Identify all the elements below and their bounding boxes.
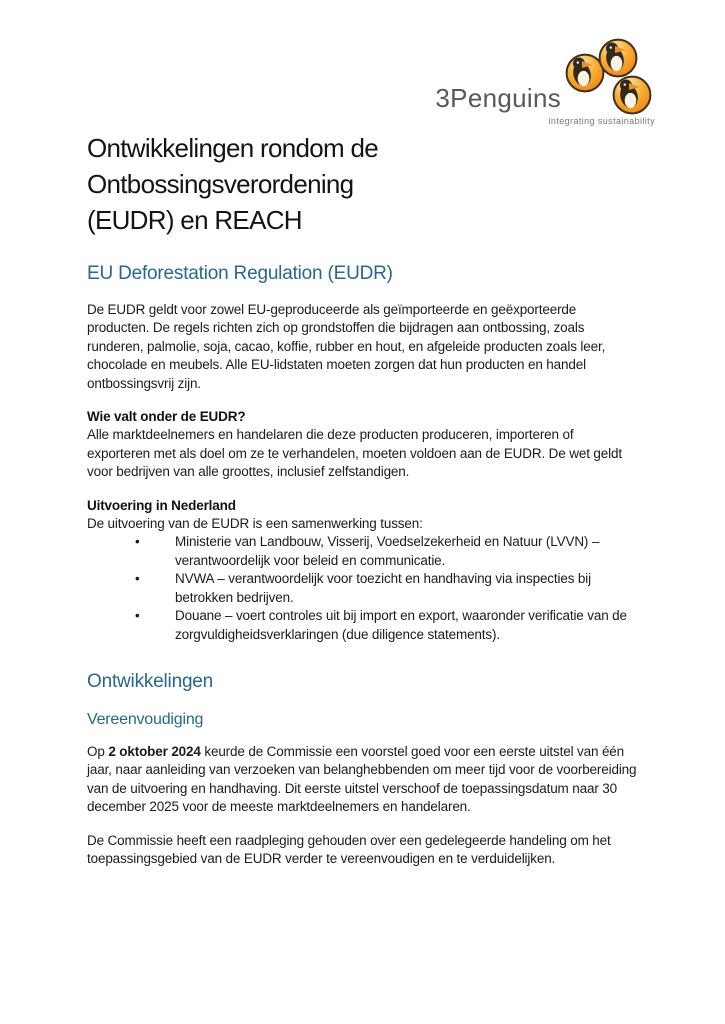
list-item [135, 607, 638, 644]
date-bold: 2 oktober 2024 [108, 743, 201, 759]
subsection-heading-vereenvoudiging: Vereenvoudiging [87, 710, 204, 728]
three-penguins-icon [565, 38, 657, 123]
paragraph-vereenvoudiging-2: De Commissie heeft een raadpleging gehouden over een gedelegeerde handeling om het toepassingsgebied van de EUDR verder te vereenvoudigen en te verduidelijken. [87, 832, 611, 866]
list-item [135, 533, 638, 570]
paragraph-eudr-intro: De EUDR geldt voor zowel EU-geproduceerde als geïmporteerde en geëxporteerde producten. De regels richten zich op grondstoffen die bijdragen aan ontbossing, zoals runderen, palmolie, soja, cacao, koffie, rubber en hout, en afgeleide producten zoals leer, chocolade en meubels. Alle EU-lidstaten moeten zorgen dat hun producten en handel ontbossingsvrij zijn. [87, 302, 606, 391]
list-item [135, 570, 638, 607]
paragraph-uitvoering-intro: De uitvoering van de EUDR is een samenwerking tussen: [87, 516, 423, 532]
paragraph-segment: Op [87, 743, 109, 759]
page-title [87, 130, 638, 238]
subheading-wie-valt: Wie valt onder de EUDR? [87, 409, 246, 425]
bullet-marker: • [135, 608, 140, 624]
list-item-text: NVWA – verantwoordelijk voor toezicht en handhaving via inspecties bij betrokken bedrijven. [175, 571, 591, 605]
paragraph-segment: keurde de Commissie een voorstel goed voor een eerste uitstel van één jaar, naar aanleiding van verzoeken van belanghebbenden om meer tijd voor de voorbereiding van de uitvoering en handhaving. Dit eerste uitstel verschoof de toepassingsdatum naar 30 december 2025 voor de meeste marktdeelnemers en handelaren. [87, 743, 637, 815]
page-title-line1: Ontwikkelingen rondom de Ontbossingsverordening [87, 133, 379, 199]
paragraph-wie-valt: Alle marktdeelnemers en handelaren die deze producten produceren, importeren of exporteren met als doel om ze te verhandelen, moeten voldoen aan de EUDR. De wet geldt voor bedrijven van alle groottes, inclusief zelfstandigen. [87, 427, 622, 480]
section-heading-eudr: EU Deforestation Regulation (EUDR) [87, 263, 393, 284]
list-item-text: Douane – voert controles uit bij import en export, waaronder verificatie van de zorgvuldigheidsverklaringen (due diligence statements). [175, 608, 627, 642]
page-title-line2: (EUDR) en REACH [87, 205, 302, 235]
bullet-marker: • [135, 571, 140, 587]
bullet-list [87, 533, 638, 643]
logo-tagline: integrating sustainability [548, 116, 655, 126]
paragraph-vereenvoudiging-1 [87, 743, 638, 817]
logo [435, 38, 657, 126]
subheading-uitvoering: Uitvoering in Nederland [87, 497, 236, 513]
logo-wordmark: 3Penguins [435, 83, 561, 113]
section-heading-ontwikkelingen: Ontwikkelingen [87, 670, 214, 692]
list-item-text: Ministerie van Landbouw, Visserij, Voedselzekerheid en Natuur (LVVN) – verantwoordelijk voor beleid en communicatie. [175, 534, 600, 568]
bullet-marker: • [135, 534, 140, 550]
